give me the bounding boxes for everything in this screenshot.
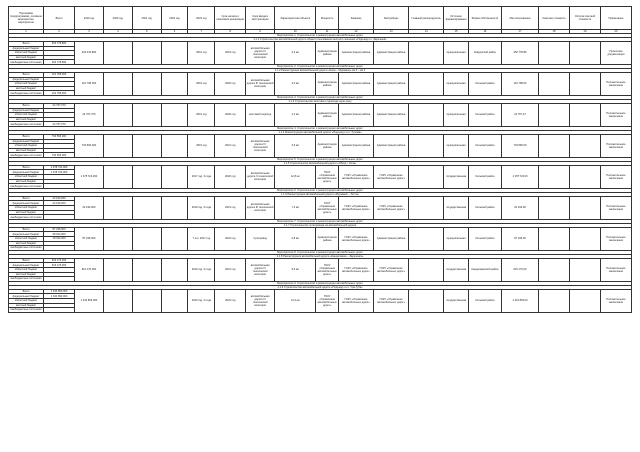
table-cell	[539, 103, 570, 126]
finance-source-label: внебюджетные источники	[9, 215, 44, 220]
table-cell: 1,2 км	[275, 103, 316, 126]
table-cell: 616 176,000	[75, 258, 104, 281]
finance-value: 452 778,860	[44, 42, 75, 47]
table-cell: Администрация района	[339, 134, 374, 157]
finance-value: 616 176,000	[44, 263, 75, 268]
finance-source-label: федеральный бюджет	[9, 263, 44, 268]
table-cell	[570, 258, 601, 281]
header-cell: Застройщик	[374, 7, 409, 30]
finance-source-label: местный бюджет	[9, 55, 44, 60]
section-title: Мероприятие 1. Строительство и реконструкция автомобильных дорог	[9, 34, 632, 38]
table-cell: автомобильная дорога III технической категории	[246, 72, 275, 95]
table-cell: 22 193,00	[501, 196, 538, 219]
table-cell: муниципальная	[444, 72, 469, 95]
table-cell: автомобильная дорога III технической категории	[246, 196, 275, 219]
column-number: 7	[188, 30, 215, 34]
table-cell: Администрация района	[374, 134, 409, 157]
finance-value: 734 566,000	[44, 153, 75, 158]
header-cell: Мощность	[316, 7, 339, 30]
table-cell: 161 768,000	[75, 72, 104, 95]
table-cell: муниципальная	[444, 103, 469, 126]
section-title: Мероприятие 9. Строительство и реконструкция автомобильных дорог	[9, 281, 632, 285]
finance-source-label: внебюджетные источники	[9, 91, 44, 96]
table-cell: автомобильная дорога II технической категории	[246, 165, 275, 188]
table-cell	[132, 289, 161, 312]
header-cell: Главный распорядитель	[409, 7, 444, 30]
table-cell	[539, 165, 570, 188]
header-cell: Примечание	[600, 7, 631, 30]
table-cell	[103, 289, 132, 312]
table-cell	[539, 42, 570, 65]
section-title: Мероприятие 6. Строительство и реконструкция автомобильных дорог	[9, 188, 632, 192]
table-cell: Администрация района	[374, 227, 409, 250]
finance-source-label: федеральный бюджет	[9, 108, 44, 113]
table-cell: 1 344 893,00	[501, 289, 538, 312]
table-cell: Кольский район	[468, 165, 501, 188]
finance-source-label: Всего	[9, 258, 44, 263]
table-cell	[103, 258, 132, 281]
table-cell: ГОКУ «Управление автомобильных дорог»	[339, 165, 374, 188]
table-cell: 2021 год	[215, 196, 246, 219]
table-cell: автомобильная дорога IV технической категории	[246, 289, 275, 312]
table-cell: 2,4 км	[275, 42, 316, 65]
table-cell	[161, 134, 188, 157]
section-title: Мероприятие 4. Строительство и реконструкция автомобильных дорог	[9, 126, 632, 130]
finance-source-label: областной бюджет	[9, 51, 44, 56]
table-cell: Положительное заключение	[600, 72, 631, 95]
header-cell: Местоположение	[501, 7, 538, 30]
table-cell: Администрация района	[339, 103, 374, 126]
table-cell: Положительное заключение	[600, 289, 631, 312]
table-cell: 12,8 км	[275, 165, 316, 188]
table-cell	[570, 289, 601, 312]
table-cell	[161, 42, 188, 65]
column-number: 13	[374, 30, 409, 34]
table-cell	[103, 196, 132, 219]
table-cell	[103, 134, 132, 157]
table-cell: 4,0 км	[275, 72, 316, 95]
table-cell: 7 лет, 2017 год	[188, 227, 215, 250]
table-cell: 323 443,860	[75, 42, 104, 65]
table-cell: Положительное заключение	[600, 196, 631, 219]
object-title: 1.1.3 Строительство мостового перехода через реку	[9, 99, 632, 103]
table-cell	[409, 42, 444, 65]
table-cell	[409, 227, 444, 250]
table-cell: муниципальная	[444, 42, 469, 65]
table-cell	[132, 72, 161, 95]
column-number: 16	[468, 30, 501, 34]
table-row	[9, 227, 632, 232]
finance-source-label: Всего	[9, 72, 44, 77]
header-cell: Срок ввода в эксплуатацию	[246, 7, 275, 30]
finance-source-label: местный бюджет	[9, 210, 44, 215]
table-cell	[103, 72, 132, 95]
table-cell	[539, 72, 570, 95]
header-cell: 2019 год	[75, 7, 104, 30]
table-cell: Кольский район	[468, 196, 501, 219]
table-cell: 2019 год, 3 года	[188, 258, 215, 281]
table-cell	[103, 103, 132, 126]
finance-source-label: Всего	[9, 42, 44, 47]
column-number: 10	[275, 30, 316, 34]
section-title: Мероприятие 2. Строительство и реконструкция автомобильных дорог	[9, 64, 632, 68]
column-number: 15	[444, 30, 469, 34]
table-cell	[132, 227, 161, 250]
column-number: 14	[409, 30, 444, 34]
finance-value: 22 193,000	[44, 196, 75, 201]
finance-value: 24 767,370	[44, 122, 75, 127]
table-cell: Кольский район	[468, 289, 501, 312]
table-cell	[132, 103, 161, 126]
finance-source-label: областной бюджет	[9, 237, 44, 242]
finance-source-label: Всего	[9, 227, 44, 232]
table-row	[9, 103, 632, 108]
table-cell: Положительное заключение	[600, 165, 631, 188]
table-cell: 2023 год	[215, 227, 246, 250]
section-title: Мероприятие 5. Строительство и реконструкция автомобильных дорог	[9, 157, 632, 161]
finance-source-label: областной бюджет	[9, 113, 44, 118]
table-cell: Ковдорский район	[468, 42, 501, 65]
finance-source-label: Всего	[9, 134, 44, 139]
column-number: 3	[75, 30, 104, 34]
table-cell: автомобильная дорога IV технической категории	[246, 42, 275, 65]
finance-source-label: областной бюджет	[9, 82, 44, 87]
table-cell: 2019 год	[188, 134, 215, 157]
finance-source-label: Всего	[9, 289, 44, 294]
object-title: 1.1.1 Строительство автомобильной дороги общего пользования местного значения «Подъезд к п. Заречный»	[9, 38, 632, 42]
table-cell: Кольский район	[468, 134, 501, 157]
table-cell: 3,6 км	[275, 134, 316, 157]
table-cell	[570, 72, 601, 95]
object-title: 1.1.5 Строительство автомобильной дороги «Обход г. Кола»	[9, 161, 632, 165]
object-title: 1.1.7 Строительство путепровода на автомобильной дороге	[9, 223, 632, 227]
finance-source-label: местный бюджет	[9, 117, 44, 122]
table-cell	[161, 72, 188, 95]
header-cell: Характеристика объекта	[275, 7, 316, 30]
finance-value: 24 767,370	[44, 103, 75, 108]
table-cell: государственная	[444, 196, 469, 219]
header-cell: 2021 год	[132, 7, 161, 30]
program-table	[8, 6, 632, 313]
table-cell	[103, 165, 132, 188]
table-cell	[539, 289, 570, 312]
header-cell: Заказчик	[339, 7, 374, 30]
finance-source-label: областной бюджет	[9, 267, 44, 272]
header-cell: 2023 год	[188, 7, 215, 30]
finance-value: 1 378 724,000	[44, 170, 75, 175]
finance-source-label: областной бюджет	[9, 206, 44, 211]
table-cell	[570, 196, 601, 219]
table-cell: Администрация района	[316, 134, 339, 157]
column-number: 20	[600, 30, 631, 34]
table-cell: 2019 год	[215, 42, 246, 65]
table-cell	[409, 72, 444, 95]
table-row	[9, 165, 632, 170]
column-number: 9	[246, 30, 275, 34]
finance-source-label: федеральный бюджет	[9, 294, 44, 299]
finance-value: 18 322,000	[44, 237, 75, 242]
header-cell: Источник финансирования	[444, 7, 469, 30]
table-cell	[161, 289, 188, 312]
finance-source-label: внебюджетные источники	[9, 184, 44, 189]
table-cell: 1 378 724,00	[501, 165, 538, 188]
column-number: 2	[44, 30, 75, 34]
table-cell: 2023 год	[215, 289, 246, 312]
table-cell: государственная	[444, 258, 469, 281]
table-cell	[570, 42, 601, 65]
table-cell: 2021 год	[215, 258, 246, 281]
table-cell: Положительное заключение	[600, 134, 631, 157]
finance-source-label: внебюджетные источники	[9, 60, 44, 65]
finance-source-label: Всего	[9, 165, 44, 170]
table-cell: ГОКУ «Управление автомобильных дорог»	[339, 196, 374, 219]
header-cell: Сметная стоимость	[539, 7, 570, 30]
column-number: 5	[132, 30, 161, 34]
finance-source-label: местный бюджет	[9, 148, 44, 153]
table-cell	[161, 196, 188, 219]
table-cell: 2017 год, 3 года	[188, 165, 215, 188]
finance-source-label: федеральный бюджет	[9, 232, 44, 237]
section-title: Мероприятие 8. Строительство и реконструкция автомобильных дорог	[9, 250, 632, 254]
table-row	[9, 196, 632, 201]
table-cell: 616 176,00	[501, 258, 538, 281]
header-cell: Программа (подпрограмма), основное мероприятие, мероприятие	[9, 7, 44, 30]
table-cell: Положительное заключение	[600, 258, 631, 281]
finance-value: 161 768,000	[44, 72, 75, 77]
table-cell: 2019 год, 3 года	[188, 196, 215, 219]
column-number: 11	[316, 30, 339, 34]
finance-source-label: областной бюджет	[9, 144, 44, 149]
table-row	[9, 42, 632, 47]
table-cell	[539, 227, 570, 250]
table-cell: Положительное заключение	[600, 103, 631, 126]
table-cell: путепровод	[246, 227, 275, 250]
table-cell: государственная	[444, 165, 469, 188]
finance-source-label: областной бюджет	[9, 175, 44, 180]
column-number: 19	[570, 30, 601, 34]
finance-source-label: внебюджетные источники	[9, 308, 44, 313]
table-cell: ГОКУ «Управление автомобильных дорог»	[374, 196, 409, 219]
table-row	[9, 134, 632, 139]
table-cell: 2019 год	[188, 42, 215, 65]
finance-value: 87 236,000	[44, 227, 75, 232]
header-cell: Форма собственности	[468, 7, 501, 30]
object-title: 1.1.6 Реконструкция автомобильной дороги «Мурманск – Лотта»	[9, 192, 632, 196]
table-cell: Кольский район	[468, 103, 501, 126]
table-cell: 161 768,00	[501, 72, 538, 95]
table-cell: Администрация района	[339, 72, 374, 95]
table-cell: 734 566,00	[501, 134, 538, 157]
header-cell: Всего	[44, 7, 75, 30]
header-cell: 2020 год	[103, 7, 132, 30]
table-cell	[161, 103, 188, 126]
table-cell: 24 767,37	[501, 103, 538, 126]
table-cell: ГОКУ «Управление автомобильных дорог»	[374, 165, 409, 188]
table-cell	[132, 42, 161, 65]
table-cell	[539, 258, 570, 281]
finance-value: 22 193,000	[44, 201, 75, 206]
column-number: 1	[9, 30, 44, 34]
table-cell: ГОКУ «Управление автомобильных дорог»	[316, 165, 339, 188]
table-cell	[103, 227, 132, 250]
column-number: 18	[539, 30, 570, 34]
column-number: 6	[161, 30, 188, 34]
table-cell: 1 344 893,000	[75, 289, 104, 312]
table-cell: муниципальная	[444, 227, 469, 250]
table-cell	[409, 103, 444, 126]
column-number: 8	[215, 30, 246, 34]
table-cell: Администрация района	[374, 42, 409, 65]
column-number: 17	[501, 30, 538, 34]
finance-source-label: федеральный бюджет	[9, 139, 44, 144]
column-number: 12	[339, 30, 374, 34]
table-cell: 2020 год	[215, 103, 246, 126]
header-row	[9, 7, 632, 30]
table-cell: Администрация района	[374, 72, 409, 95]
table-cell: ГОКУ «Управление автомобильных дорог»	[374, 258, 409, 281]
finance-value: 68 914,000	[44, 232, 75, 237]
finance-value: 452 778,860	[44, 60, 75, 65]
table-cell: государственная	[444, 289, 469, 312]
object-title: 1.1.4 Реконструкция автомобильной дороги «Подъезд к н.п. Тулома»	[9, 130, 632, 134]
finance-source-label: внебюджетные источники	[9, 277, 44, 282]
table-cell: 0,8 км	[275, 227, 316, 250]
table-cell: ГОКУ «Управление автомобильных дорог»	[339, 289, 374, 312]
finance-source-label: федеральный бюджет	[9, 170, 44, 175]
table-cell: 9,6 км	[275, 258, 316, 281]
table-cell: 22 193,000	[75, 196, 104, 219]
table-cell: ГОКУ «Управление автомобильных дорог»	[339, 258, 374, 281]
table-cell: Кандалакшский район	[468, 258, 501, 281]
table-cell	[409, 258, 444, 281]
table-cell	[409, 289, 444, 312]
finance-source-label: местный бюджет	[9, 179, 44, 184]
table-cell: 2020 год	[215, 165, 246, 188]
table-cell: Проектная документация	[600, 42, 631, 65]
table-cell: Администрация района	[374, 103, 409, 126]
finance-source-label: местный бюджет	[9, 303, 44, 308]
table-cell: 2020 год, 3 года	[188, 289, 215, 312]
finance-value: 616 176,000	[44, 258, 75, 263]
table-cell: 2021 год	[215, 134, 246, 157]
finance-value: 161 768,000	[44, 91, 75, 96]
finance-source-label: федеральный бюджет	[9, 46, 44, 51]
table-cell	[161, 165, 188, 188]
table-row	[9, 258, 632, 263]
table-cell: 452 778,86	[501, 42, 538, 65]
table-cell: 7,4 км	[275, 196, 316, 219]
table-row	[9, 289, 632, 294]
table-cell	[409, 134, 444, 157]
table-cell	[103, 42, 132, 65]
table-cell: Кольский район	[468, 227, 501, 250]
table-cell: муниципальная	[444, 134, 469, 157]
table-cell: ГОКУ «Управление автомобильных дорог»	[339, 227, 374, 250]
table-cell: мостовой переход	[246, 103, 275, 126]
table-cell: Администрация района	[316, 103, 339, 126]
table-cell	[132, 258, 161, 281]
finance-source-label: областной бюджет	[9, 298, 44, 303]
finance-source-label: федеральный бюджет	[9, 77, 44, 82]
finance-source-label: внебюджетные источники	[9, 246, 44, 251]
finance-source-label: местный бюджет	[9, 241, 44, 246]
header-cell: 2022 год	[161, 7, 188, 30]
table-cell: 734 566,000	[75, 134, 104, 157]
header-cell: Остаток сметной стоимости	[570, 7, 601, 30]
table-cell: Администрация района	[316, 72, 339, 95]
table-cell	[161, 258, 188, 281]
object-title: 1.1.8 Реконструкция автомобильной дороги «Кандалакша – Зареченск»	[9, 254, 632, 258]
section-title: Мероприятие 7. Строительство и реконструкция автомобильных дорог	[9, 219, 632, 223]
finance-value: 734 566,000	[44, 134, 75, 139]
table-cell	[132, 196, 161, 219]
finance-value: 1 344 893,000	[44, 294, 75, 299]
table-cell: 2019 год	[188, 72, 215, 95]
table-cell	[570, 134, 601, 157]
table-cell: ГОКУ «Управление автомобильных дорог»	[316, 258, 339, 281]
table-cell: 2019 год	[188, 103, 215, 126]
table-cell	[161, 227, 188, 250]
table-cell: Администрация района	[316, 42, 339, 65]
table-cell	[570, 165, 601, 188]
table-cell: автомобильная дорога IV технической категории	[246, 134, 275, 157]
table-cell	[539, 134, 570, 157]
table-cell	[570, 227, 601, 250]
table-cell: ГОКУ «Управление автомобильных дорог»	[374, 289, 409, 312]
table-cell	[132, 134, 161, 157]
table-cell: 24 767,370	[75, 103, 104, 126]
finance-value: 1 378 724,000	[44, 165, 75, 170]
table-cell: 87 236,000	[75, 227, 104, 250]
finance-value: 1 344 893,000	[44, 289, 75, 294]
table-cell: 1 378 724,000	[75, 165, 104, 188]
finance-source-label: внебюджетные источники	[9, 122, 44, 127]
table-cell	[132, 165, 161, 188]
table-cell: Кольский район	[468, 72, 501, 95]
finance-source-label: местный бюджет	[9, 272, 44, 277]
finance-value	[44, 308, 75, 313]
object-title: 1.1.2 Реконструкция автомобильной дороги «Кола – Мурмаши» км 0 – км 4	[9, 68, 632, 72]
table-cell: ГОКУ «Управление автомобильных дорог»	[316, 289, 339, 312]
table-cell	[570, 103, 601, 126]
finance-source-label: федеральный бюджет	[9, 201, 44, 206]
header-cell: Срок начала и окончания реализации	[215, 7, 246, 30]
table-cell: Администрация района	[316, 227, 339, 250]
table-cell: ГОКУ «Управление автомобильных дорог»	[316, 196, 339, 219]
table-cell	[539, 196, 570, 219]
object-title: 1.1.9 Строительство автомобильной дороги «Подъезд к н.п. Ура-Губа»	[9, 285, 632, 289]
table-cell: 14,2 км	[275, 289, 316, 312]
table-cell: 2020 год	[215, 72, 246, 95]
table-cell: Администрация района	[339, 42, 374, 65]
finance-source-label: внебюджетные источники	[9, 153, 44, 158]
finance-source-label: Всего	[9, 103, 44, 108]
finance-source-label: Всего	[9, 196, 44, 201]
section-title: Мероприятие 3. Строительство и реконструкция автомобильных дорог	[9, 95, 632, 99]
column-number: 4	[103, 30, 132, 34]
table-cell	[409, 196, 444, 219]
finance-source-label: местный бюджет	[9, 86, 44, 91]
table-cell: Положительное заключение	[600, 227, 631, 250]
document-sheet	[8, 6, 632, 446]
table-cell: 87 236,00	[501, 227, 538, 250]
table-row	[9, 72, 632, 77]
table-cell: автомобильная дорога IV технической категории	[246, 258, 275, 281]
table-cell	[409, 165, 444, 188]
